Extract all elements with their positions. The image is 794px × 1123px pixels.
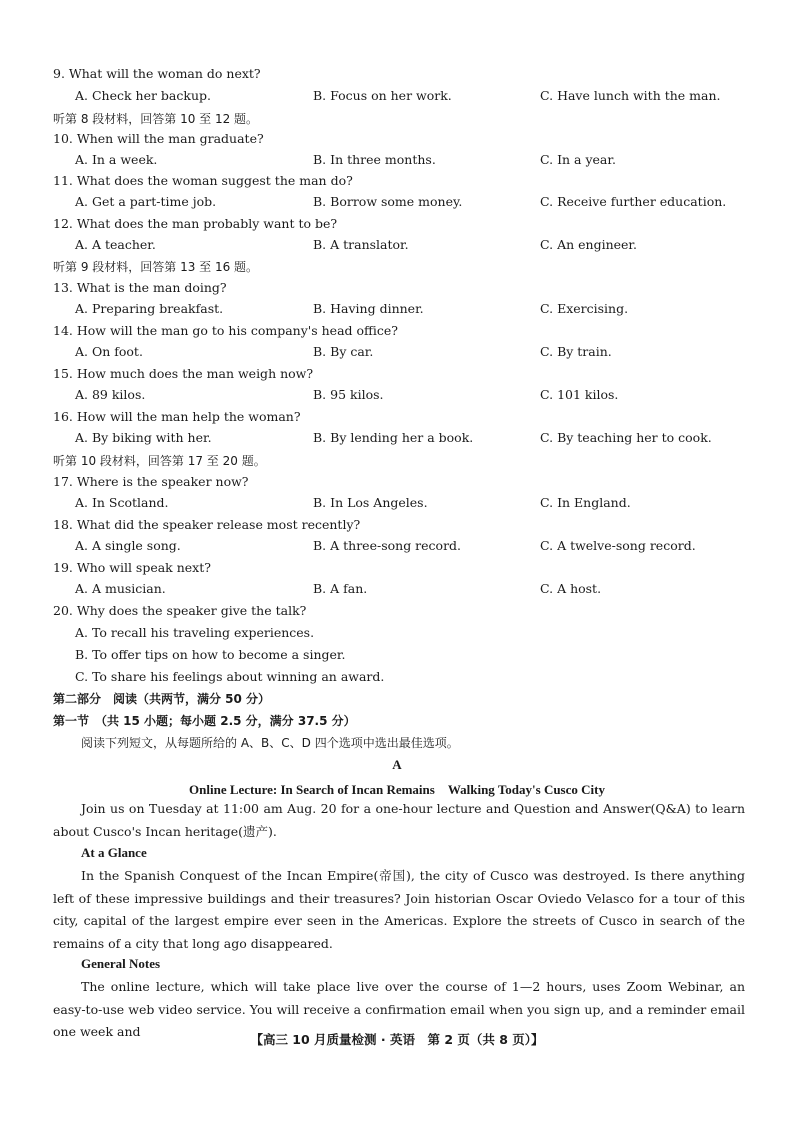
question-stem: 17. Where is the speaker now?: [53, 474, 249, 489]
part-two-heading: 第二部分 阅读（共两节，满分 50 分）: [53, 692, 271, 706]
question-stem: 10. When will the man graduate?: [53, 131, 264, 146]
option-a: A. A teacher.: [75, 237, 156, 252]
passage-title: Online Lecture: In Search of Incan Remains Walking Today's Cusco City: [189, 782, 605, 797]
option-c: C. 101 kilos.: [540, 387, 619, 402]
option-c: C. To share his feelings about winning an award.: [75, 669, 385, 684]
option-b: B. A fan.: [313, 581, 368, 596]
option-b: B. A translator.: [313, 237, 409, 252]
option-a: A. A single song.: [75, 538, 181, 553]
option-c: C. A twelve-song record.: [540, 538, 696, 553]
question-stem: 11. What does the woman suggest the man do?: [53, 173, 353, 188]
passage-intro: Join us on Tuesday at 11:00 am Aug. 20 for a one-hour lecture and Question and Answer(Q&A) to learn about Cusco's Incan heritage(遗产).: [53, 801, 745, 839]
option-a: A. A musician.: [75, 581, 166, 596]
option-a: A. By biking with her.: [75, 430, 212, 445]
section-heading-glance: At a Glance: [81, 845, 147, 860]
option-b: B. 95 kilos.: [313, 387, 384, 402]
option-c: C. An engineer.: [540, 237, 637, 252]
option-b: B. A three-song record.: [313, 538, 462, 553]
question-stem: 9. What will the woman do next?: [53, 66, 261, 81]
instruction-passage-10: 听第 10 段材料，回答第 17 至 20 题。: [53, 454, 266, 468]
option-b: B. By car.: [313, 344, 374, 359]
question-stem: 16. How will the man help the woman?: [53, 409, 301, 424]
option-b: B. In three months.: [313, 152, 436, 167]
option-c: C. By train.: [540, 344, 612, 359]
option-c: C. Have lunch with the man.: [540, 88, 721, 103]
option-c: C. Receive further education.: [540, 194, 727, 209]
option-b: B. In Los Angeles.: [313, 495, 428, 510]
section-heading-notes: General Notes: [81, 956, 161, 971]
question-stem: 15. How much does the man weigh now?: [53, 366, 314, 381]
question-stem: 13. What is the man doing?: [53, 280, 227, 295]
option-a: A. Get a part-time job.: [75, 194, 217, 209]
option-a: A. On foot.: [75, 344, 143, 359]
option-a: A. To recall his traveling experiences.: [75, 625, 315, 640]
option-b: B. Borrow some money.: [313, 194, 463, 209]
option-a: A. 89 kilos.: [75, 387, 146, 402]
option-c: C. In a year.: [540, 152, 616, 167]
option-c: C. A host.: [540, 581, 602, 596]
passage-glance-text: In the Spanish Conquest of the Incan Empire(帝国), the city of Cusco was destroyed. Is there anything left of these impressive buildings and their treasures? Join historian Oscar Oviedo Velasco for a tour of this city, capital of the largest empire ever seen in the Americas. Explore the streets of Cusco in search of the remains of a city that long ago disappeared.: [53, 868, 745, 951]
question-stem: 19. Who will speak next?: [53, 560, 211, 575]
option-b: B. Having dinner.: [313, 301, 424, 316]
question-stem: 20. Why does the speaker give the talk?: [53, 603, 307, 618]
instruction-passage-8: 听第 8 段材料，回答第 10 至 12 题。: [53, 112, 259, 126]
question-stem: 14. How will the man go to his company's head office?: [53, 323, 399, 338]
option-a: A. Preparing breakfast.: [75, 301, 224, 316]
option-a: A. Check her backup.: [75, 88, 211, 103]
option-b: B. Focus on her work.: [313, 88, 452, 103]
passage-notes-text: The online lecture, which will take place live over the course of 1—2 hours, uses Zoom Webinar, an easy-to-use web video service. You will receive a confirmation email when you sign up, and a reminder email one week and: [53, 979, 745, 1039]
section-one-heading: 第一节 （共 15 小题；每小题 2.5 分，满分 37.5 分）: [53, 714, 356, 728]
option-a: A. In Scotland.: [75, 495, 169, 510]
reading-directions: 阅读下列短文，从每题所给的 A、B、C、D 四个选项中选出最佳选项。: [81, 736, 459, 750]
option-b: B. To offer tips on how to become a singer.: [75, 647, 346, 662]
question-stem: 18. What did the speaker release most recently?: [53, 517, 361, 532]
option-c: C. In England.: [540, 495, 631, 510]
option-c: C. By teaching her to cook.: [540, 430, 712, 445]
option-c: C. Exercising.: [540, 301, 629, 316]
option-b: B. By lending her a book.: [313, 430, 474, 445]
page-footer: 【高三 10 月质量检测 · 英语 第 2 页（共 8 页）】: [250, 1032, 544, 1047]
question-stem: 12. What does the man probably want to be?: [53, 216, 338, 231]
passage-letter: A: [392, 757, 402, 772]
option-a: A. In a week.: [75, 152, 158, 167]
instruction-passage-9: 听第 9 段材料，回答第 13 至 16 题。: [53, 260, 259, 274]
